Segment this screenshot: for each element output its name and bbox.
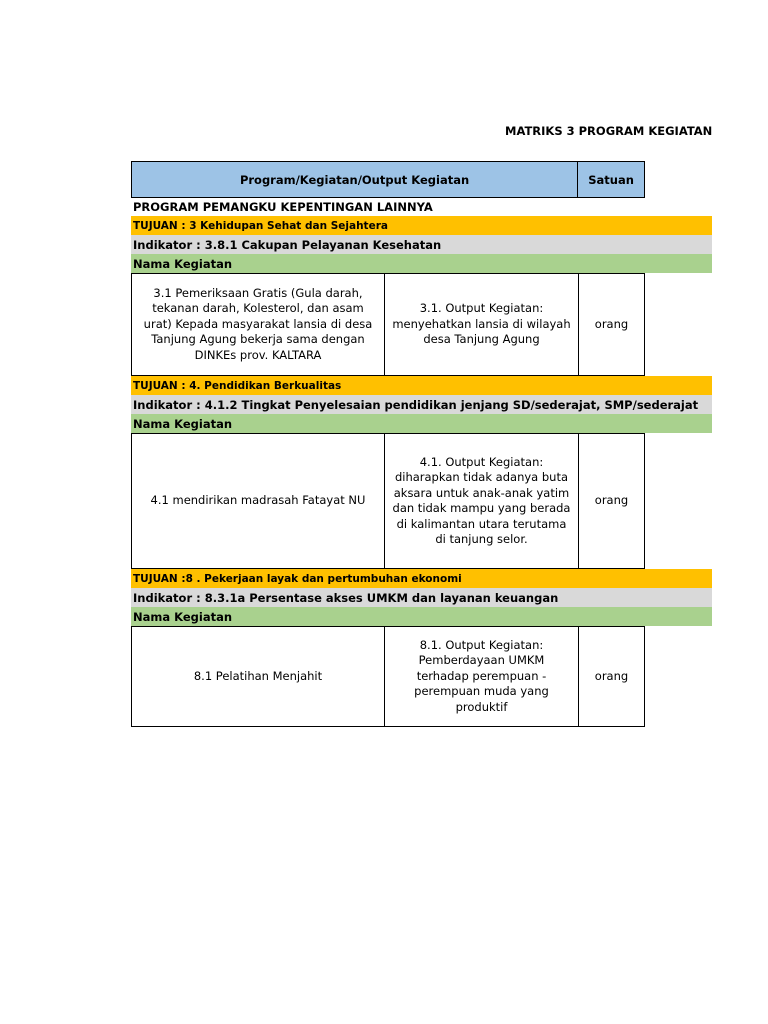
indicator-row [131, 235, 712, 254]
unit-cell: orang [594, 493, 629, 508]
activity-heading-row: Nama Kegiatan [131, 414, 712, 433]
table-row [131, 273, 645, 376]
indicator-text: Indikator : 4.1.2 Tingkat Penyelesaian pendidikan jenjang SD/sederajat, SMP/sederajat [133, 397, 699, 412]
goal-row: TUJUAN : 3 Kehidupan Sehat dan Sejahtera [131, 216, 712, 235]
indicator-row [131, 395, 712, 414]
indicator-row [131, 588, 712, 607]
program-matrix-table [131, 161, 731, 727]
table-row [131, 433, 645, 569]
document-title: MATRIKS 3 PROGRAM KEGIATAN [505, 124, 713, 138]
activity-cell: 8.1 Pelatihan Menjahit [132, 627, 385, 726]
unit-cell: orang [594, 316, 629, 331]
unit-cell: orang [594, 668, 629, 683]
program-row: PROGRAM PEMANGKU KEPENTINGAN LAINNYA [131, 198, 645, 216]
header-program-column: Program/Kegiatan/Output Kegiatan [132, 162, 578, 197]
activity-cell: 4.1 mendirikan madrasah Fatayat NU [132, 434, 385, 568]
activity-heading-row: Nama Kegiatan [131, 607, 712, 626]
activity-heading-row: Nama Kegiatan [131, 254, 712, 273]
output-cell: 4.1. Output Kegiatan: diharapkan tidak adanya buta aksara untuk anak-anak yatim dan tidak mampu yang berada di kalimantan utara terutama di tanjung selor. [385, 434, 579, 568]
activity-cell: 3.1 Pemeriksaan Gratis (Gula darah, tekanan darah, Kolesterol, dan asam urat) Kepada masyarakat lansia di desa Tanjung Agung bekerja sama dengan DINKEs prov. KALTARA [132, 274, 385, 375]
indicator-text: Indikator : 3.8.1 Cakupan Pelayanan Kesehatan [133, 237, 442, 252]
goal-row: TUJUAN : 4. Pendidikan Berkualitas [131, 376, 712, 395]
goal-row: TUJUAN :8 . Pekerjaan layak dan pertumbuhan ekonomi [131, 569, 712, 588]
output-cell: 8.1. Output Kegiatan: Pemberdayaan UMKM terhadap perempuan - perempuan muda yang produktif [385, 627, 579, 726]
indicator-text: Indikator : 8.3.1a Persentase akses UMKM dan layanan keuangan [133, 590, 559, 605]
table-row [131, 626, 645, 727]
header-unit-column: Satuan [588, 172, 634, 187]
table-header-row [131, 161, 645, 198]
output-cell: 3.1. Output Kegiatan: menyehatkan lansia di wilayah desa Tanjung Agung [385, 274, 579, 375]
